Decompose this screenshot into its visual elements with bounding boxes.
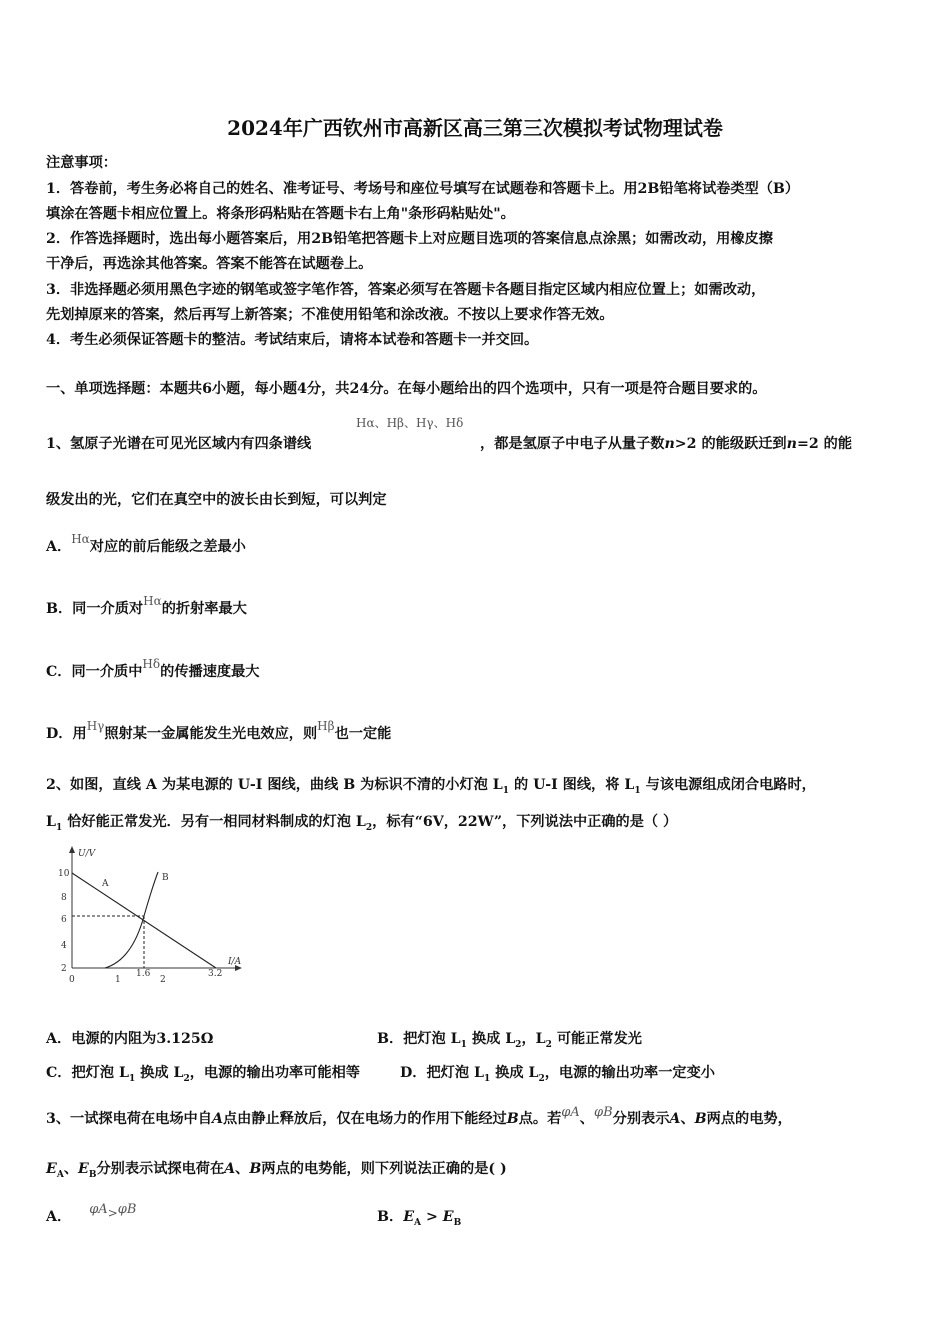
notes-line: 填涂在答题卡相应位置上。将条形码粘贴在答题卡右上角"条形码粘贴处"。 bbox=[46, 206, 515, 222]
separator: 、 bbox=[235, 1161, 250, 1177]
option-text: D．用 bbox=[46, 726, 87, 742]
q1-option-c bbox=[46, 657, 260, 681]
q1-stem-text-2: ，都是氢原子中电子从量子数 bbox=[480, 436, 665, 452]
option-text: 可能正常发光 bbox=[551, 1031, 642, 1047]
y-tick: 8 bbox=[61, 893, 67, 903]
subscript: B bbox=[453, 1217, 462, 1228]
q3-text: 3、一试探电荷在电场中自 bbox=[46, 1111, 212, 1127]
separator: 、 bbox=[63, 1161, 79, 1177]
subscript: 2 bbox=[515, 1039, 522, 1050]
x-axis-label: I/A bbox=[228, 957, 242, 967]
greater-than: > bbox=[421, 1209, 443, 1225]
y-axis-label: U/V bbox=[78, 849, 96, 859]
q1-stem-text-4: =2 的能 bbox=[796, 436, 853, 452]
y-tick: 4 bbox=[61, 941, 67, 951]
q2-option-d bbox=[400, 1062, 715, 1084]
q1-option-b bbox=[46, 594, 247, 618]
phi-b-symbol: φB bbox=[594, 1105, 613, 1120]
subscript: 1 bbox=[502, 785, 510, 796]
notes-line: 2．作答选择题时，选出每小题答案后，用2B铅笔把答题卡上对应题目选项的答案信息点涂黑；如需改动，用橡皮擦 bbox=[46, 231, 773, 247]
x-tick: 2 bbox=[160, 975, 166, 985]
option-text: B．同一介质对 bbox=[46, 601, 144, 617]
subscript: 2 bbox=[538, 1073, 545, 1084]
point-a: A bbox=[211, 1111, 223, 1127]
option-text: ，电源的输出功率可能相等 bbox=[189, 1065, 360, 1081]
q2-option-a: A．电源的内阻为3.125Ω bbox=[46, 1031, 214, 1047]
q3-text: 分别表示 bbox=[612, 1111, 670, 1127]
point-b: B bbox=[506, 1111, 519, 1127]
subscript: 2 bbox=[545, 1039, 552, 1050]
energy-symbol: E bbox=[403, 1209, 415, 1225]
page-title: 2024年广西钦州市高新区高三第三次模拟考试物理试卷 bbox=[227, 116, 723, 140]
point-b: B bbox=[694, 1111, 707, 1127]
q1-symbol: Hα bbox=[143, 594, 162, 608]
option-label: A． bbox=[46, 539, 72, 555]
notes-line: 干净后，再选涂其他答案。答案不能答在试题卷上。 bbox=[46, 256, 373, 272]
label-a: A bbox=[102, 879, 109, 889]
option-text: D．把灯泡 L bbox=[400, 1065, 484, 1081]
q3-stem-line2 bbox=[46, 1158, 507, 1180]
separator: 、 bbox=[680, 1111, 695, 1127]
q2-stem-line2 bbox=[46, 811, 677, 833]
subscript: 2 bbox=[183, 1073, 190, 1084]
q1-n-variable: n bbox=[786, 436, 797, 452]
option-text: 换成 L bbox=[135, 1065, 184, 1081]
notes-line: 3．非选择题必须用黑色字迹的钢笔或签字笔作答，答案必须写在答题卡各题目指定区域内相应位置上；如需改动， bbox=[46, 282, 766, 298]
q1-option-d bbox=[46, 719, 392, 743]
notes-line: 1．答卷前，考生务必将自己的姓名、准考证号、考场号和座位号填写在试题卷和答题卡上。用2B铅笔将试卷类型（B） bbox=[46, 181, 800, 197]
option-text: 换成 L bbox=[466, 1031, 516, 1047]
point-a: A bbox=[669, 1111, 681, 1127]
point-b: B bbox=[249, 1161, 262, 1177]
y-axis-arrow bbox=[69, 846, 75, 853]
y-tick: 2 bbox=[61, 964, 67, 974]
q2-option-b bbox=[377, 1028, 642, 1050]
q2-stem-line1 bbox=[46, 774, 816, 796]
notes-heading: 注意事项： bbox=[46, 155, 117, 171]
option-text: 也一定能 bbox=[334, 726, 392, 742]
subscript: 1 bbox=[483, 1073, 491, 1084]
energy-symbol: E bbox=[46, 1161, 57, 1177]
q3-text: 两点的电势能，则下列说法正确的是( ) bbox=[261, 1161, 507, 1177]
notes-line: 4．考生必须保证答题卡的整洁。考试结束后，请将本试卷和答题卡一并交回。 bbox=[46, 332, 539, 348]
q1-stem-text-3: >2 的能级跃迁到 bbox=[674, 436, 787, 452]
option-text: 对应的前后能级之差最小 bbox=[89, 539, 246, 555]
q1-stem-cont bbox=[480, 433, 852, 453]
q3-text: 两点的电势， bbox=[706, 1111, 792, 1127]
option-text: 的传播速度最大 bbox=[160, 664, 260, 680]
subscript: 1 bbox=[55, 822, 63, 833]
option-label: A． bbox=[46, 1209, 72, 1225]
q1-stem-line2: 级发出的光，它们在真空中的波长由长到短，可以判定 bbox=[46, 492, 387, 508]
q1-stem-text: 1、氢原子光谱在可见光区域内有四条谱线 bbox=[46, 436, 312, 452]
x-tick: 1 bbox=[115, 975, 121, 985]
q2-option-c bbox=[46, 1062, 360, 1084]
option-text: 的折射率最大 bbox=[161, 601, 247, 617]
option-text: 照射某一金属能发生光电效应，则 bbox=[104, 726, 318, 742]
q1-symbol: Hγ bbox=[86, 719, 105, 733]
q2-text: L bbox=[46, 814, 56, 830]
option-label: B． bbox=[377, 1209, 404, 1225]
q2-ui-graph bbox=[52, 840, 252, 990]
subscript: A bbox=[414, 1217, 421, 1228]
y-tick: 6 bbox=[61, 915, 67, 925]
option-text: C．同一介质中 bbox=[46, 664, 143, 680]
q3-text: 点由静止释放后，仅在电场力的作用下能经过 bbox=[222, 1111, 507, 1127]
option-text: ，L bbox=[521, 1031, 546, 1047]
q1-n-variable: n bbox=[664, 436, 675, 452]
q1-spectral-lines-symbols: Hα、Hβ、Hγ、Hδ bbox=[356, 416, 464, 430]
section-heading: 一、单项选择题：本题共6小题，每小题4分，共24分。在每小题给出的四个选项中，只有一项是符合题目要求的。 bbox=[46, 381, 767, 397]
subscript: 1 bbox=[128, 1073, 136, 1084]
q1-option-a bbox=[46, 532, 246, 556]
q2-text: 恰好能正常发光．另有一相同材料制成的灯泡 L bbox=[62, 814, 366, 830]
q3-option-b bbox=[377, 1206, 461, 1228]
q3-text: 分别表示试探电荷在 bbox=[96, 1161, 225, 1177]
option-text: 换成 L bbox=[490, 1065, 539, 1081]
point-a: A bbox=[224, 1161, 236, 1177]
subscript: B bbox=[88, 1169, 97, 1180]
x-tick: 3.2 bbox=[208, 969, 223, 979]
phi-a-symbol: φA bbox=[561, 1105, 580, 1120]
q3-text: 点。若 bbox=[518, 1111, 562, 1127]
greater-than: > bbox=[107, 1206, 118, 1220]
q2-text: 2、如图，直线 A 为某电源的 U-I 图线，曲线 B 为标识不清的小灯泡 L bbox=[46, 777, 503, 793]
x-tick: 1.6 bbox=[136, 969, 151, 979]
energy-symbol: E bbox=[78, 1161, 89, 1177]
option-text: ，电源的输出功率一定变小 bbox=[544, 1065, 715, 1081]
y-tick: 10 bbox=[58, 869, 70, 879]
option-text: B．把灯泡 L bbox=[377, 1031, 461, 1047]
q2-text: 的 U-I 图线，将 L bbox=[509, 777, 635, 793]
energy-symbol: E bbox=[442, 1209, 454, 1225]
q3-stem-line1 bbox=[46, 1105, 792, 1128]
subscript: 1 bbox=[460, 1039, 467, 1050]
subscript: 1 bbox=[634, 785, 641, 796]
x-tick: 0 bbox=[69, 975, 75, 985]
separator: 、 bbox=[579, 1111, 594, 1127]
phi-b-symbol: φB bbox=[117, 1202, 137, 1217]
q2-text: 与该电源组成闭合电路时， bbox=[640, 777, 816, 793]
q1-symbol: Hβ bbox=[317, 719, 335, 733]
q3-option-a bbox=[46, 1202, 137, 1226]
q2-text: ，标有“6V，22W”，下列说法中正确的是（ ） bbox=[372, 814, 678, 830]
curve-b-lamp bbox=[105, 872, 158, 968]
subscript: 2 bbox=[365, 822, 373, 833]
phi-a-symbol: φA bbox=[89, 1202, 108, 1217]
q1-stem bbox=[46, 433, 311, 453]
subscript: A bbox=[56, 1169, 64, 1180]
q1-symbol: Hδ bbox=[142, 657, 161, 671]
notes-line: 先划掉原来的答案，然后再写上新答案；不准使用铅笔和涂改液。不按以上要求作答无效。 bbox=[46, 307, 614, 323]
option-text: C．把灯泡 L bbox=[46, 1065, 129, 1081]
label-b: B bbox=[162, 873, 169, 883]
q1-symbol: Hα bbox=[71, 532, 90, 546]
